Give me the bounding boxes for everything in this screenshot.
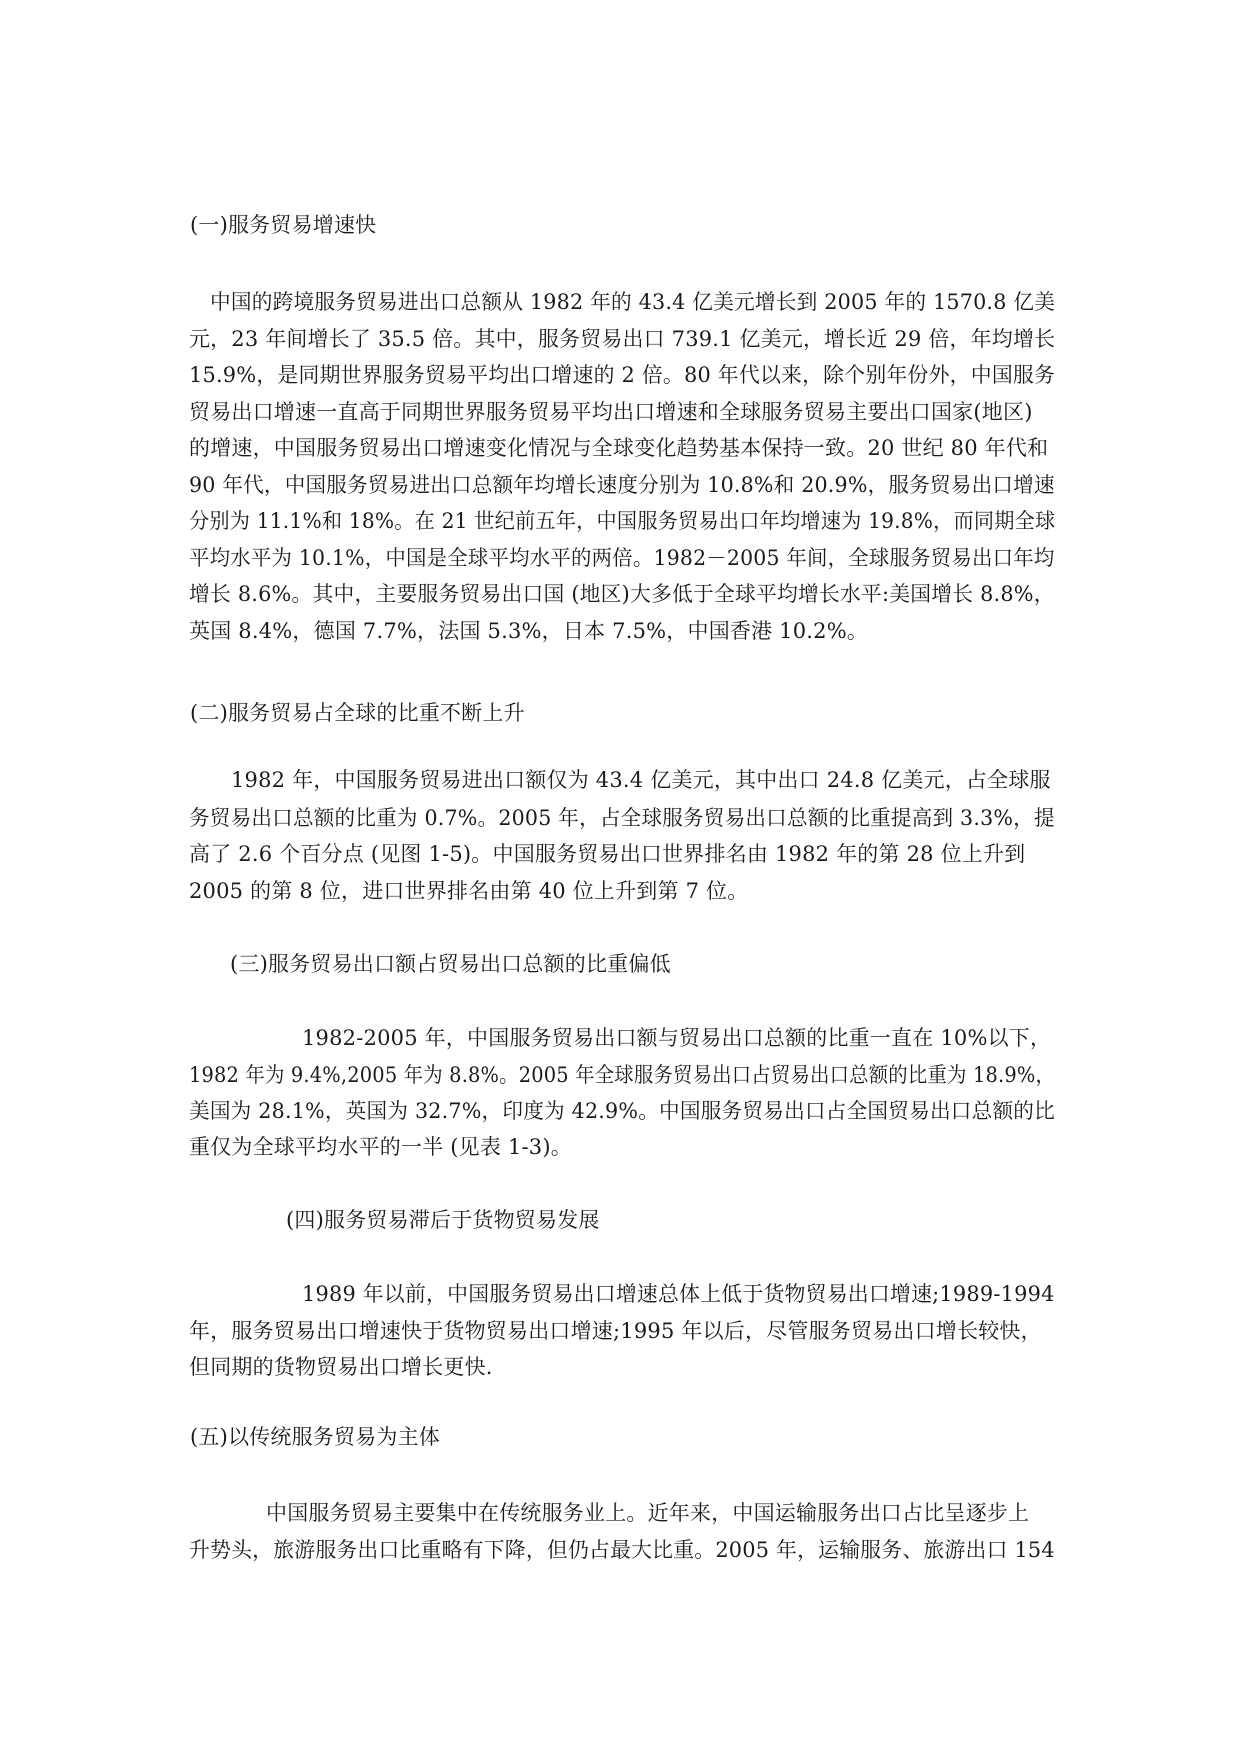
- section-heading: (三)服务贸易出口额占贸易出口总额的比重偏低: [230, 952, 671, 976]
- body-line: 1989 年以前，中国服务贸易出口增速总体上低于货物贸易出口增速;1989-1994: [302, 1282, 1055, 1306]
- body-line: 英国 8.4%，德国 7.7%，法国 5.3%，日本 7.5%，中国香港 10.2%。: [189, 619, 869, 643]
- body-line: 重仅为全球平均水平的一半 (见表 1-3)。: [189, 1135, 572, 1159]
- body-line: 中国服务贸易主要集中在传统服务业上。近年来，中国运输服务出口占比呈逐步上: [266, 1501, 1030, 1525]
- body-line: 15.9%，是同期世界服务贸易平均出口增速的 2 倍。80 年代以来，除个别年份外，中国服务: [189, 363, 1056, 387]
- body-line: 平均水平为 10.1%，中国是全球平均水平的两倍。1982－2005 年间，全球服务贸易出口年均: [189, 546, 1055, 570]
- body-line: 升势头，旅游服务出口比重略有下降，但仍占最大比重。2005 年，运输服务、旅游出口 154: [189, 1538, 1055, 1562]
- section-heading: (四)服务贸易滞后于货物贸易发展: [286, 1208, 600, 1232]
- body-line: 美国为 28.1%，英国为 32.7%，印度为 42.9%。中国服务贸易出口占全国贸易出口总额的比: [189, 1099, 1055, 1123]
- body-line: 贸易出口增速一直高于同期世界服务贸易平均出口增速和全球服务贸易主要出口国家(地区): [189, 400, 1033, 424]
- body-line: 元，23 年间增长了 35.5 倍。其中，服务贸易出口 739.1 亿美元，增长近 29 倍，年均增长: [189, 327, 1056, 351]
- body-line: 但同期的货物贸易出口增长更快.: [189, 1355, 493, 1379]
- section-heading: (一)服务贸易增速快: [190, 213, 377, 237]
- body-line: 90 年代，中国服务贸易进出口总额年均增长速度分别为 10.8%和 20.9%，服务贸易出口增速: [189, 473, 1055, 497]
- section-heading: (五)以传统服务贸易为主体: [190, 1425, 440, 1449]
- body-line: 务贸易出口总额的比重为 0.7%。2005 年，占全球服务贸易出口总额的比重提高到 3.3%，提: [189, 806, 1055, 830]
- body-line: 1982-2005 年，中国服务贸易出口额与贸易出口总额的比重一直在 10%以下，: [302, 1026, 1052, 1050]
- body-line: 高了 2.6 个百分点 (见图 1-5)。中国服务贸易出口世界排名由 1982 年的第 28 位上升到: [189, 842, 1026, 866]
- body-line: 2005 的第 8 位，进口世界排名由第 40 位上升到第 7 位。: [189, 879, 749, 903]
- section-heading: (二)服务贸易占全球的比重不断上升: [190, 701, 525, 725]
- body-line: 年，服务贸易出口增速快于货物贸易出口增速;1995 年以后，尽管服务贸易出口增长较快，: [189, 1319, 1042, 1343]
- body-line: 1982 年为 9.4%,2005 年为 8.8%。2005 年全球服务贸易出口占贸易出口总额的比重为 18.9%，: [189, 1063, 1056, 1087]
- body-line: 1982 年，中国服务贸易进出口额仅为 43.4 亿美元，其中出口 24.8 亿美元，占全球服: [231, 768, 1051, 792]
- body-line: 的增速，中国服务贸易出口增速变化情况与全球变化趋势基本保持一致。20 世纪 80 年代和: [189, 436, 1049, 460]
- body-line: 中国的跨境服务贸易进出口总额从 1982 年的 43.4 亿美元增长到 2005 年的 1570.8 亿美: [210, 290, 1056, 314]
- body-line: 增长 8.6%。其中，主要服务贸易出口国 (地区)大多低于全球平均增长水平:美国增长 8.8%，: [189, 582, 1055, 606]
- body-line: 分别为 11.1%和 18%。在 21 世纪前五年，中国服务贸易出口年均增速为 19.8%，而同期全球: [189, 509, 1056, 533]
